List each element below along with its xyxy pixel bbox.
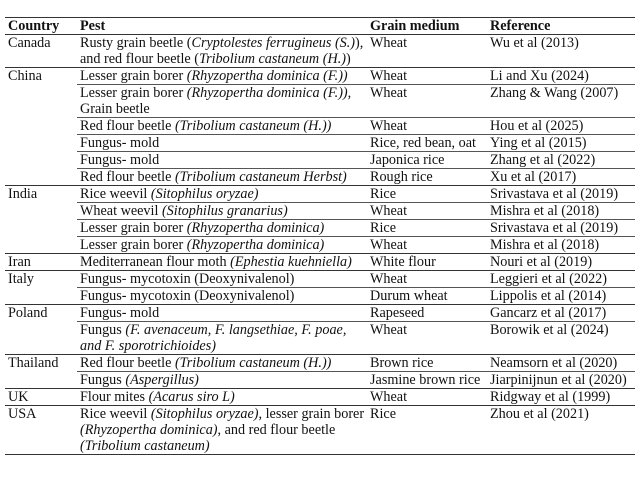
pest-cell — [77, 35, 367, 68]
pest-cell — [77, 305, 367, 322]
scientific-name: (Tribolium castaneum (H.)) — [174, 118, 332, 134]
header-pest: Pest — [77, 18, 367, 35]
reference-cell: Li and Xu (2024) — [487, 68, 635, 85]
pest-text: Rusty grain beetle ( — [80, 35, 192, 51]
grain-medium-cell: White flour — [367, 254, 487, 271]
scientific-name: (Tribolium castaneum Herbst) — [174, 169, 347, 185]
scientific-name: (Aspergillus) — [125, 372, 199, 388]
country-cell: Canada — [5, 35, 77, 68]
scientific-name: Cryptolestes ferrugineus (S.) — [191, 35, 356, 51]
pest-text: Fungus — [80, 322, 126, 338]
table-row — [5, 118, 635, 135]
pest-cell — [77, 322, 367, 355]
scientific-name: (Rhyzopertha dominica) — [186, 237, 325, 253]
reference-cell: Wu et al (2013) — [487, 35, 635, 68]
reference-cell: Mishra et al (2018) — [487, 237, 635, 254]
grain-medium-cell: Wheat — [367, 389, 487, 406]
table-row — [5, 68, 635, 85]
pest-text: ) — [345, 51, 351, 67]
country-cell: UK — [5, 389, 77, 406]
pest-cell — [77, 288, 367, 305]
country-cell: Italy — [5, 271, 77, 305]
reference-cell: Zhou et al (2021) — [487, 406, 635, 455]
scientific-name: (Ephestia kuehniella) — [230, 254, 352, 270]
reference-cell: Borowik et al (2024) — [487, 322, 635, 355]
grain-medium-cell: Japonica rice — [367, 152, 487, 169]
pest-cell — [77, 254, 367, 271]
pest-text: Fungus — [80, 372, 126, 388]
table-row — [5, 389, 635, 406]
scientific-name: (Rhyzopertha dominica) — [80, 422, 218, 438]
country-cell: China — [5, 68, 77, 186]
grain-medium-cell: Wheat — [367, 35, 487, 68]
reference-cell: Lippolis et al (2014) — [487, 288, 635, 305]
grain-medium-cell: Brown rice — [367, 355, 487, 372]
country-cell: Thailand — [5, 355, 77, 389]
pest-cell — [77, 220, 367, 237]
pest-text: Wheat weevil — [80, 203, 162, 219]
grain-medium-cell: Wheat — [367, 322, 487, 355]
scientific-name: (F. avenaceum, F. langsethiae, F. poae, and F. sporotrichioides) — [80, 322, 347, 354]
pest-text: Rice weevil — [80, 406, 151, 422]
reference-cell: Zhang et al (2022) — [487, 152, 635, 169]
pest-text: , lesser grain borer — [258, 406, 365, 422]
pest-text: Red flour beetle — [80, 355, 175, 371]
reference-cell: Ridgway et al (1999) — [487, 389, 635, 406]
table-row — [5, 169, 635, 186]
grain-medium-cell: Rice — [367, 406, 487, 455]
pest-text: Flour mites — [80, 389, 149, 405]
grain-medium-cell: Wheat — [367, 118, 487, 135]
table-row — [5, 152, 635, 169]
table-row — [5, 372, 635, 389]
grain-medium-cell: Wheat — [367, 271, 487, 288]
country-cell: Poland — [5, 305, 77, 355]
table-row — [5, 237, 635, 254]
grain-medium-cell: Rice, red bean, oat — [367, 135, 487, 152]
scientific-name: (Rhyzopertha dominica (F.)), — [186, 85, 352, 101]
reference-cell: Xu et al (2017) — [487, 169, 635, 186]
pest-text: Fungus- mold — [80, 305, 160, 321]
table-body — [5, 35, 635, 455]
table-header-row — [5, 18, 635, 35]
reference-cell: Zhang & Wang (2007) — [487, 85, 635, 118]
pest-text: Lesser grain borer — [80, 220, 187, 236]
scientific-name: (Rhyzopertha dominica (F.)) — [186, 68, 348, 84]
country-cell: Iran — [5, 254, 77, 271]
header-grain-medium: Grain medium — [367, 18, 487, 35]
reference-cell: Srivastava et al (2019) — [487, 220, 635, 237]
pest-cell — [77, 372, 367, 389]
scientific-name: (Rhyzopertha dominica) — [186, 220, 325, 236]
pest-cell — [77, 203, 367, 220]
pest-cell — [77, 271, 367, 288]
table-row — [5, 288, 635, 305]
header-reference: Reference — [487, 18, 635, 35]
grain-medium-cell: Durum wheat — [367, 288, 487, 305]
pest-cell — [77, 118, 367, 135]
reference-cell: Srivastava et al (2019) — [487, 186, 635, 203]
reference-cell: Jiarpinijnun et al (2020) — [487, 372, 635, 389]
reference-cell: Nouri et al (2019) — [487, 254, 635, 271]
scientific-name: (Sitophilus granarius) — [161, 203, 288, 219]
pest-text: Fungus- mold — [80, 152, 160, 168]
scientific-name: (Acarus siro L) — [148, 389, 235, 405]
scientific-name: (Sitophilus oryzae) — [150, 186, 259, 202]
pest-cell — [77, 68, 367, 85]
pest-cell — [77, 152, 367, 169]
pest-cell — [77, 389, 367, 406]
pest-text: Lesser grain borer — [80, 237, 187, 253]
reference-cell: Leggieri et al (2022) — [487, 271, 635, 288]
table-row — [5, 203, 635, 220]
pest-text: ), and red flour beetle ( — [80, 35, 364, 67]
table-row — [5, 35, 635, 68]
table-row — [5, 305, 635, 322]
pest-cell — [77, 85, 367, 118]
table-row — [5, 271, 635, 288]
pest-cell — [77, 237, 367, 254]
pest-text: Mediterranean flour moth — [80, 254, 231, 270]
scientific-name: (Tribolium castaneum (H.)) — [174, 355, 332, 371]
pest-text: Lesser grain borer — [80, 85, 187, 101]
table-row — [5, 135, 635, 152]
table-row — [5, 355, 635, 372]
reference-cell: Gancarz et al (2017) — [487, 305, 635, 322]
scientific-name: Tribolium castaneum (H.) — [198, 51, 346, 67]
pest-detection-table — [5, 17, 635, 455]
pest-text: Fungus- mycotoxin (Deoxynivalenol) — [80, 271, 295, 287]
pest-cell — [77, 355, 367, 372]
country-cell: USA — [5, 406, 77, 455]
table-row — [5, 186, 635, 203]
grain-medium-cell: Rapeseed — [367, 305, 487, 322]
table-row — [5, 85, 635, 118]
pest-cell — [77, 186, 367, 203]
pest-text: Red flour beetle — [80, 118, 175, 134]
country-cell: India — [5, 186, 77, 254]
reference-cell: Neamsorn et al (2020) — [487, 355, 635, 372]
grain-medium-cell: Rough rice — [367, 169, 487, 186]
grain-medium-cell: Wheat — [367, 68, 487, 85]
grain-medium-cell: Wheat — [367, 237, 487, 254]
reference-cell: Hou et al (2025) — [487, 118, 635, 135]
table-row — [5, 322, 635, 355]
table-row — [5, 254, 635, 271]
pest-cell — [77, 169, 367, 186]
table-row — [5, 220, 635, 237]
scientific-name: (Tribolium castaneum) — [80, 438, 210, 454]
pest-text: Lesser grain borer — [80, 68, 187, 84]
pest-cell — [77, 135, 367, 152]
table-row — [5, 406, 635, 455]
grain-medium-cell: Jasmine brown rice — [367, 372, 487, 389]
scientific-name: (Sitophilus oryzae) — [150, 406, 259, 422]
pest-text: , and red flour beetle — [217, 422, 336, 438]
pest-cell — [77, 406, 367, 455]
reference-cell: Ying et al (2015) — [487, 135, 635, 152]
pest-text: Grain beetle — [80, 101, 150, 117]
pest-text: Rice weevil — [80, 186, 151, 202]
reference-cell: Mishra et al (2018) — [487, 203, 635, 220]
grain-medium-cell: Rice — [367, 186, 487, 203]
pest-text: Fungus- mycotoxin (Deoxynivalenol) — [80, 288, 295, 304]
pest-text: Red flour beetle — [80, 169, 175, 185]
grain-medium-cell: Wheat — [367, 85, 487, 118]
grain-medium-cell: Rice — [367, 220, 487, 237]
grain-medium-cell: Wheat — [367, 203, 487, 220]
pest-text: Fungus- mold — [80, 135, 160, 151]
header-country: Country — [5, 18, 77, 35]
